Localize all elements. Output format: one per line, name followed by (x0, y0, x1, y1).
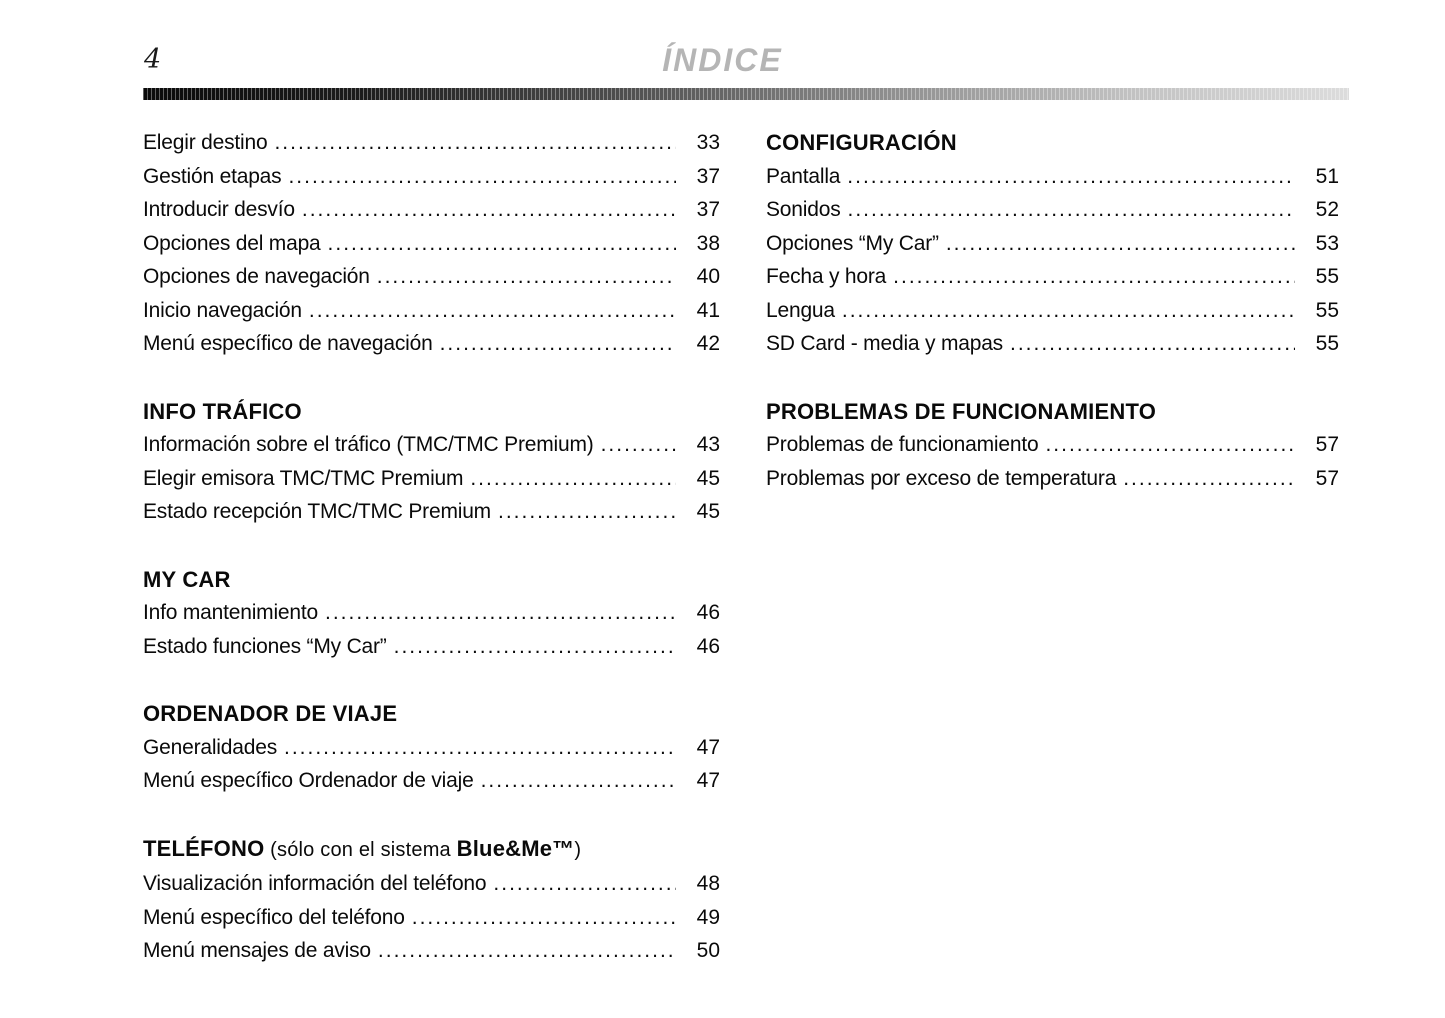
toc-page-number: 33 (696, 131, 720, 154)
section-heading-part: CONFIGURACIÓN (766, 130, 957, 155)
toc-leader-dots (412, 901, 676, 935)
section-heading (143, 697, 720, 731)
toc-page-number: 45 (696, 466, 720, 490)
toc-entry (143, 901, 720, 935)
section-heading (143, 395, 720, 429)
toc-page-number: 46 (696, 634, 720, 658)
toc-leader-dots (377, 260, 676, 294)
toc-entry-label: Introducir desvío (143, 198, 295, 221)
toc-leader-dots (946, 227, 1295, 261)
toc-entry-label: Información sobre el tráfico (TMC/TMC Premium) (143, 433, 594, 456)
toc-page-number: 37 (696, 164, 720, 188)
toc-leader-dots (498, 495, 676, 529)
toc-entry (143, 227, 720, 261)
section-heading (143, 832, 720, 868)
toc-section (143, 697, 720, 798)
toc-leader-dots (309, 294, 676, 328)
toc-leader-dots (288, 160, 676, 194)
toc-entry (143, 462, 720, 496)
toc-leader-dots (842, 294, 1295, 328)
toc-page-number: 55 (1315, 298, 1339, 322)
toc-entry (766, 160, 1339, 194)
toc-page-number: 55 (1315, 332, 1339, 355)
toc-entry (143, 731, 720, 765)
toc-leader-dots (378, 934, 676, 968)
toc-page-number: 38 (696, 231, 720, 255)
toc-page-number: 37 (696, 198, 720, 221)
toc-section (143, 832, 720, 968)
toc-entry-label: Generalidades (143, 735, 277, 759)
toc-entry-label: Opciones “My Car” (766, 231, 939, 255)
toc-leader-dots (440, 327, 676, 361)
toc-leader-dots (1123, 462, 1295, 496)
toc-entry (766, 428, 1339, 462)
section-heading-part: INFO TRÁFICO (143, 398, 302, 424)
toc-section (143, 395, 720, 529)
toc-entry (766, 260, 1339, 294)
toc-section (766, 126, 1339, 361)
toc-page-number: 52 (1315, 198, 1339, 221)
toc-page-number: 57 (1315, 466, 1339, 490)
toc-entry (143, 126, 720, 160)
toc-entry (766, 462, 1339, 496)
toc-leader-dots (394, 630, 676, 664)
section-heading (766, 126, 1339, 160)
toc-leader-dots (325, 596, 676, 630)
toc-page-number: 50 (696, 939, 720, 962)
toc-entry-label: Opciones de navegación (143, 265, 370, 288)
toc-leader-dots (470, 462, 676, 496)
toc-entry-label: Menú específico Ordenador de viaje (143, 769, 474, 792)
section-heading (766, 395, 1339, 429)
toc-entry-label: Problemas por exceso de temperatura (766, 466, 1117, 490)
toc-page-number: 45 (696, 500, 720, 523)
toc-entry-label: Inicio navegación (143, 298, 302, 322)
page-number: 4 (144, 44, 162, 75)
toc-page-number: 47 (696, 735, 720, 759)
section-heading-part: Blue&Me™ (456, 835, 575, 861)
toc-entry-label: Sonidos (766, 198, 841, 221)
toc-section (143, 126, 720, 361)
toc-leader-dots (274, 126, 676, 160)
toc-leader-dots (601, 428, 676, 462)
toc-section (766, 395, 1339, 496)
toc-entry (143, 160, 720, 194)
toc-entry (143, 327, 720, 361)
toc-page-number: 47 (696, 769, 720, 792)
toc-entry-label: Pantalla (766, 164, 841, 188)
toc-leader-dots (1045, 428, 1295, 462)
toc-page-number: 51 (1315, 164, 1339, 188)
toc-page-number: 40 (696, 265, 720, 288)
toc-leader-dots (302, 193, 676, 227)
toc-entry-label: Fecha y hora (766, 265, 887, 288)
toc-page-number: 46 (696, 601, 720, 624)
toc-entry (143, 193, 720, 227)
section-heading-part: ) (574, 838, 582, 861)
toc-entry-label: Elegir emisora TMC/TMC Premium (143, 466, 464, 490)
toc-entry-label: Gestión etapas (143, 164, 282, 188)
toc-entry (143, 867, 720, 901)
toc-entry-label: Estado recepción TMC/TMC Premium (143, 500, 491, 523)
toc-entry (143, 428, 720, 462)
toc-page-number: 57 (1315, 433, 1339, 456)
toc-entry-label: Visualización información del teléfono (143, 872, 487, 895)
toc-entry-label: Menú específico del teléfono (143, 905, 405, 929)
toc-entry (766, 327, 1339, 361)
toc-entry (766, 193, 1339, 227)
toc-leader-dots (284, 731, 676, 765)
toc-entry-label: SD Card - media y mapas (766, 332, 1003, 355)
section-heading-part: TELÉFONO (143, 835, 265, 861)
toc-page-number: 42 (696, 332, 720, 355)
section-heading-part: (sólo con el sistema (264, 838, 457, 861)
toc-entry-label: Menú mensajes de aviso (143, 939, 371, 962)
toc-entry (143, 934, 720, 968)
toc-entry (766, 227, 1339, 261)
toc-leader-dots (847, 160, 1295, 194)
toc-leader-dots (848, 193, 1296, 227)
toc-columns (143, 126, 1339, 968)
toc-entry (143, 495, 720, 529)
toc-entry-label: Elegir destino (143, 131, 268, 154)
toc-leader-dots (328, 227, 676, 261)
toc-leader-dots (481, 764, 676, 798)
toc-page-number: 48 (696, 872, 720, 895)
toc-page-number: 53 (1315, 231, 1339, 255)
toc-entry (143, 260, 720, 294)
toc-page-number: 41 (696, 298, 720, 322)
toc-column-right (766, 126, 1339, 968)
toc-entry (143, 764, 720, 798)
header-gradient-rule (143, 88, 1349, 100)
section-heading-part: MY CAR (143, 566, 231, 592)
toc-entry (143, 294, 720, 328)
toc-entry-label: Menú específico de navegación (143, 332, 433, 355)
toc-column-left (143, 126, 720, 968)
section-heading (143, 563, 720, 597)
toc-entry-label: Problemas de funcionamiento (766, 433, 1039, 456)
toc-page-number: 49 (696, 905, 720, 929)
toc-entry-label: Estado funciones “My Car” (143, 634, 387, 658)
toc-entry-label: Info mantenimiento (143, 601, 319, 624)
toc-entry-label: Opciones del mapa (143, 231, 321, 255)
toc-entry-label: Lengua (766, 298, 835, 322)
toc-entry (143, 630, 720, 664)
page-title: ÍNDICE (662, 42, 783, 78)
toc-leader-dots (1010, 327, 1295, 361)
toc-leader-dots (893, 260, 1295, 294)
toc-page-number: 55 (1315, 265, 1339, 288)
section-heading-part: ORDENADOR DE VIAJE (143, 701, 398, 726)
toc-entry (143, 596, 720, 630)
toc-section (143, 563, 720, 664)
toc-page-number: 43 (696, 433, 720, 456)
section-heading-part: PROBLEMAS DE FUNCIONAMIENTO (766, 398, 1157, 424)
toc-leader-dots (493, 867, 676, 901)
toc-entry (766, 294, 1339, 328)
